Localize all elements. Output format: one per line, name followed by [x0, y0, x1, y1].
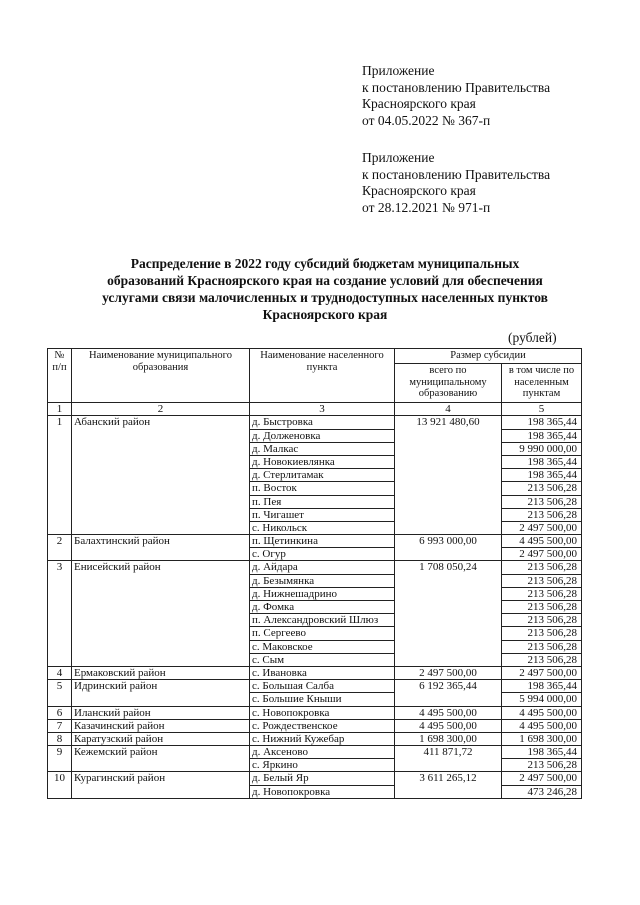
settlement-amount: 5 994 000,00: [502, 693, 582, 706]
header-municipality: Наименование муниципального образования: [72, 349, 250, 403]
row-number: 6: [48, 706, 72, 719]
row-number: 8: [48, 732, 72, 745]
settlement-name: п. Пея: [250, 495, 395, 508]
header-line: Приложение: [362, 63, 435, 78]
row-number: 1: [48, 416, 72, 535]
municipality-name: Кежемский район: [72, 746, 250, 772]
settlement-amount: 213 506,28: [502, 653, 582, 666]
settlement-amount: 9 990 000,00: [502, 442, 582, 455]
municipality-name: Абанский район: [72, 416, 250, 535]
settlement-name: д. Быстровка: [250, 416, 395, 429]
header-line: Красноярского края: [362, 96, 476, 111]
row-number: 10: [48, 772, 72, 798]
settlement-name: д. Белый Яр: [250, 772, 395, 785]
settlement-amount: 473 246,28: [502, 785, 582, 798]
table-row: [48, 416, 582, 429]
settlement-amount: 2 497 500,00: [502, 548, 582, 561]
settlement-name: д. Аксеново: [250, 746, 395, 759]
settlement-name: с. Сым: [250, 653, 395, 666]
approval-header-2: [362, 150, 550, 216]
settlement-name: с. Огур: [250, 548, 395, 561]
settlement-name: п. Александровский Шлюз: [250, 614, 395, 627]
settlement-amount: 1 698 300,00: [502, 732, 582, 745]
row-number: 7: [48, 719, 72, 732]
settlement-name: с. Рождественское: [250, 719, 395, 732]
settlement-name: с. Яркино: [250, 759, 395, 772]
municipality-name: Ермаковский район: [72, 666, 250, 679]
header-including: в том числе по населенным пунктам: [502, 364, 582, 403]
table-row: [48, 772, 582, 785]
municipality-total: 6 192 365,44: [395, 680, 502, 706]
settlement-amount: 213 506,28: [502, 508, 582, 521]
settlement-amount: 2 497 500,00: [502, 772, 582, 785]
header-subsidy-size: Размер субсидии: [395, 349, 582, 364]
settlement-amount: 213 506,28: [502, 640, 582, 653]
settlement-name: с. Нижний Кужебар: [250, 732, 395, 745]
settlement-amount: 213 506,28: [502, 627, 582, 640]
table-body: [48, 416, 582, 798]
table-row: [48, 719, 582, 732]
municipality-name: Балахтинский район: [72, 535, 250, 561]
table-row: [48, 680, 582, 693]
municipality-total: 1 698 300,00: [395, 732, 502, 745]
municipality-total: 1 708 050,24: [395, 561, 502, 667]
settlement-name: д. Нижнешадрино: [250, 587, 395, 600]
title-line: образований Красноярского края на создание условий для обеспечения: [107, 273, 543, 288]
settlement-name: с. Маковское: [250, 640, 395, 653]
settlement-name: с. Ивановка: [250, 666, 395, 679]
settlement-amount: 198 365,44: [502, 429, 582, 442]
settlement-name: п. Чигашет: [250, 508, 395, 521]
header-line: Красноярского края: [362, 183, 476, 198]
header-total: всего по муниципальному образованию: [395, 364, 502, 403]
header-line: от 28.12.2021 № 971-п: [362, 199, 491, 215]
settlement-amount: 4 495 500,00: [502, 719, 582, 732]
municipality-total: 6 993 000,00: [395, 535, 502, 561]
settlement-amount: 198 365,44: [502, 680, 582, 693]
currency-unit: (рублей): [508, 330, 557, 345]
municipality-total: 2 497 500,00: [395, 666, 502, 679]
settlement-name: д. Малкас: [250, 442, 395, 455]
table-row: [48, 732, 582, 745]
table-row: [48, 561, 582, 574]
column-number: 2: [72, 403, 250, 416]
header-line: к постановлению Правительства: [362, 166, 551, 182]
document-title: [40, 255, 610, 323]
settlement-name: п. Восток: [250, 482, 395, 495]
settlement-name: д. Новокиевлянка: [250, 455, 395, 468]
municipality-total: 13 921 480,60: [395, 416, 502, 535]
municipality-total: 3 611 265,12: [395, 772, 502, 798]
settlement-amount: 213 506,28: [502, 482, 582, 495]
column-number: 5: [502, 403, 582, 416]
approval-header-1: [362, 63, 550, 129]
title-line: Распределение в 2022 году субсидий бюджетам муниципальных: [130, 256, 520, 271]
municipality-name: Енисейский район: [72, 561, 250, 667]
header-no: № п/п: [48, 349, 72, 403]
settlement-amount: 213 506,28: [502, 601, 582, 614]
header-settlement: Наименование населенного пункта: [250, 349, 395, 403]
table-row: [48, 746, 582, 759]
settlement-amount: 213 506,28: [502, 587, 582, 600]
settlement-name: д. Стерлитамак: [250, 469, 395, 482]
settlement-amount: 4 495 500,00: [502, 535, 582, 548]
settlement-amount: 2 497 500,00: [502, 666, 582, 679]
settlement-name: с. Никольск: [250, 521, 395, 534]
settlement-amount: 198 365,44: [502, 455, 582, 468]
title-line: Красноярского края: [262, 307, 388, 322]
settlement-amount: 213 506,28: [502, 495, 582, 508]
settlement-name: с. Новопокровка: [250, 706, 395, 719]
settlement-name: д. Долженовка: [250, 429, 395, 442]
title-line: услугами связи малочисленных и труднодоступных населенных пунктов: [102, 290, 548, 305]
municipality-total: 4 495 500,00: [395, 719, 502, 732]
settlement-amount: 4 495 500,00: [502, 706, 582, 719]
municipality-name: Идринский район: [72, 680, 250, 706]
row-number: 9: [48, 746, 72, 772]
settlement-amount: 198 365,44: [502, 469, 582, 482]
municipality-name: Курагинский район: [72, 772, 250, 798]
settlement-name: п. Сергеево: [250, 627, 395, 640]
settlement-name: с. Большие Кныши: [250, 693, 395, 706]
row-number: 3: [48, 561, 72, 667]
column-number: 3: [250, 403, 395, 416]
municipality-name: Каратузский район: [72, 732, 250, 745]
settlement-amount: 213 506,28: [502, 614, 582, 627]
settlement-amount: 213 506,28: [502, 759, 582, 772]
settlement-amount: 213 506,28: [502, 574, 582, 587]
row-number: 4: [48, 666, 72, 679]
settlement-amount: 198 365,44: [502, 416, 582, 429]
table-row: [48, 706, 582, 719]
settlement-name: п. Щетинкина: [250, 535, 395, 548]
header-line: Приложение: [362, 150, 435, 165]
row-number: 2: [48, 535, 72, 561]
settlement-name: д. Новопокровка: [250, 785, 395, 798]
table-row: [48, 666, 582, 679]
settlement-amount: 198 365,44: [502, 746, 582, 759]
settlement-name: д. Фомка: [250, 601, 395, 614]
settlement-name: с. Большая Салба: [250, 680, 395, 693]
row-number: 5: [48, 680, 72, 706]
settlement-amount: 213 506,28: [502, 561, 582, 574]
table-row: [48, 535, 582, 548]
municipality-name: Казачинский район: [72, 719, 250, 732]
municipality-name: Иланский район: [72, 706, 250, 719]
municipality-total: 4 495 500,00: [395, 706, 502, 719]
header-line: к постановлению Правительства: [362, 79, 551, 95]
settlement-name: д. Айдара: [250, 561, 395, 574]
column-number: 1: [48, 403, 72, 416]
subsidy-table: [47, 348, 582, 799]
column-number: 4: [395, 403, 502, 416]
municipality-total: 411 871,72: [395, 746, 502, 772]
settlement-amount: 2 497 500,00: [502, 521, 582, 534]
settlement-name: д. Безымянка: [250, 574, 395, 587]
header-line: от 04.05.2022 № 367-п: [362, 112, 491, 128]
